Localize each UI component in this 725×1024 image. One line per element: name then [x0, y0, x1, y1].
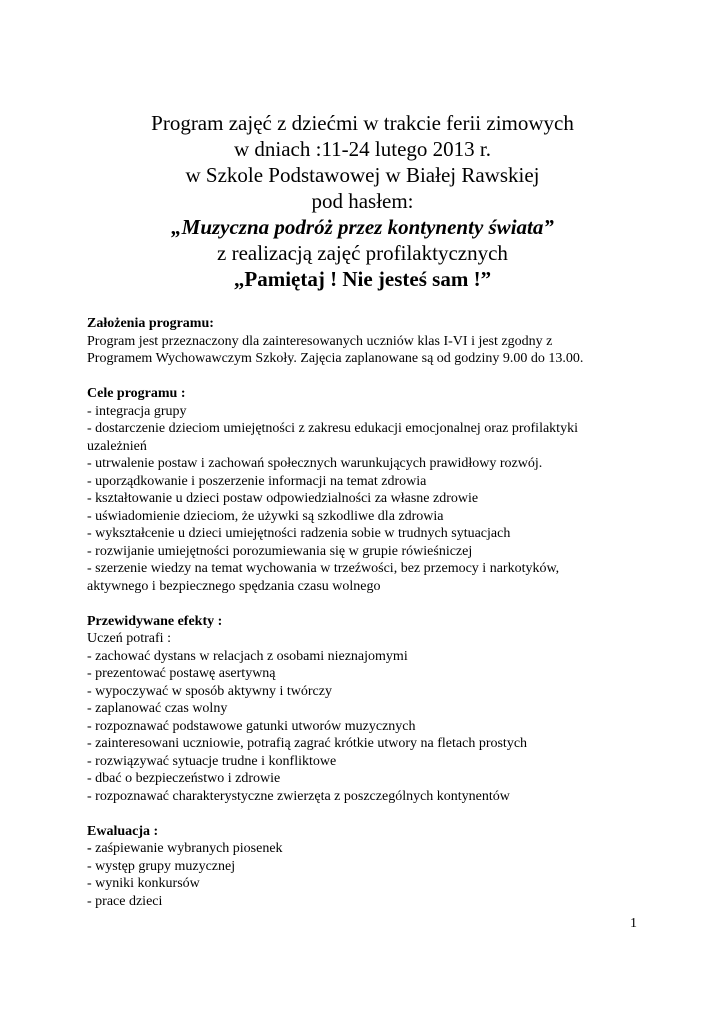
list-item: - rozwijanie umiejętności porozumiewania się w grupie rówieśniczej [87, 543, 473, 559]
list-item: - prezentować postawę asertywną [87, 666, 276, 681]
title-line-4: pod hasłem: [311, 189, 414, 213]
list-item: - prace dzieci [87, 893, 163, 909]
section-heading: Założenia programu: [87, 316, 214, 331]
title-line-1: Program zajęć z dziećmi w trakcie ferii zimowych [151, 111, 574, 135]
list-item: - wypoczywać w sposób aktywny i twórczy [87, 683, 332, 699]
list-dash: - [87, 841, 92, 856]
list-item: - dostarczenie dzieciom umiejętności z zakresu edukacji emocjonalnej oraz profilaktyki [87, 421, 578, 436]
list-item: - zaplanować czas wolny [87, 701, 228, 716]
paragraph-line: Programem Wychowawczym Szkoły. Zajęcia zaplanowane są od godziny 9.00 do 13.00. [87, 351, 584, 366]
document-title [0, 110, 725, 292]
list-item: - uporządkowanie i poszerzenie informacji na temat zdrowia [87, 473, 427, 489]
list-item: - utrwalenie postaw i zachowań społecznych warunkujących prawidłowy rozwój. [87, 456, 543, 471]
prevention-slogan: „Pamiętaj ! Nie jesteś sam !” [233, 267, 492, 291]
list-item: - kształtowanie u dzieci postaw odpowiedzialności za własne zdrowie [87, 491, 479, 506]
program-motto: „Muzyczna podróż przez kontynenty świata” [171, 215, 554, 239]
title-line-2: w dniach :11-24 lutego 2013 r. [233, 137, 491, 161]
list-item: - zainteresowani uczniowie, potrafią zagrać krótkie utwory na fletach prostych [87, 736, 528, 751]
list-item: - rozwiązywać sytuacje trudne i konfliktowe [87, 753, 337, 769]
list-item [87, 840, 647, 858]
list-item: - występ grupy muzycznej [87, 858, 236, 874]
list-item: - rozpoznawać charakterystyczne zwierzęta z poszczególnych kontynentów [87, 788, 510, 804]
section-efekty [87, 613, 647, 806]
list-item: - rozpoznawać podstawowe gatunki utworów muzycznych [87, 718, 416, 734]
list-item: uzależnień [87, 438, 147, 454]
section-heading: Przewidywane efekty : [87, 613, 223, 629]
paragraph-line: Uczeń potrafi : [87, 631, 171, 646]
section-zalozenia [87, 315, 647, 368]
list-item: - uświadomienie dzieciom, że używki są szkodliwe dla zdrowia [87, 508, 444, 524]
title-line-6: z realizacją zajęć profilaktycznych [217, 241, 508, 265]
list-item: - dbać o bezpieczeństwo i zdrowie [87, 771, 281, 786]
section-cele [87, 385, 647, 595]
title-line-3: w Szkole Podstawowej w Białej Rawskiej [185, 163, 540, 187]
list-item: - wykształcenie u dzieci umiejętności radzenia sobie w trudnych sytuacjach [87, 526, 511, 541]
list-item: aktywnego i bezpiecznego spędzania czasu wolnego [87, 578, 381, 594]
section-heading: Cele programu : [87, 386, 186, 401]
list-item: - zachować dystans w relacjach z osobami nieznajomymi [87, 648, 408, 664]
section-heading: Ewaluacja : [87, 823, 159, 839]
paragraph-line: Program jest przeznaczony dla zainteresowanych uczniów klas I-VI i jest zgodny z [87, 333, 553, 349]
list-item: - integracja grupy [87, 403, 187, 419]
list-item-text: zaśpiewanie wybranych piosenek [91, 841, 283, 856]
section-ewaluacja [87, 823, 647, 911]
document-body [87, 315, 647, 928]
list-item: - wyniki konkursów [87, 876, 200, 891]
page-number: 1 [630, 916, 637, 931]
list-item: - szerzenie wiedzy na temat wychowania w trzeźwości, bez przemocy i narkotyków, [87, 561, 560, 576]
